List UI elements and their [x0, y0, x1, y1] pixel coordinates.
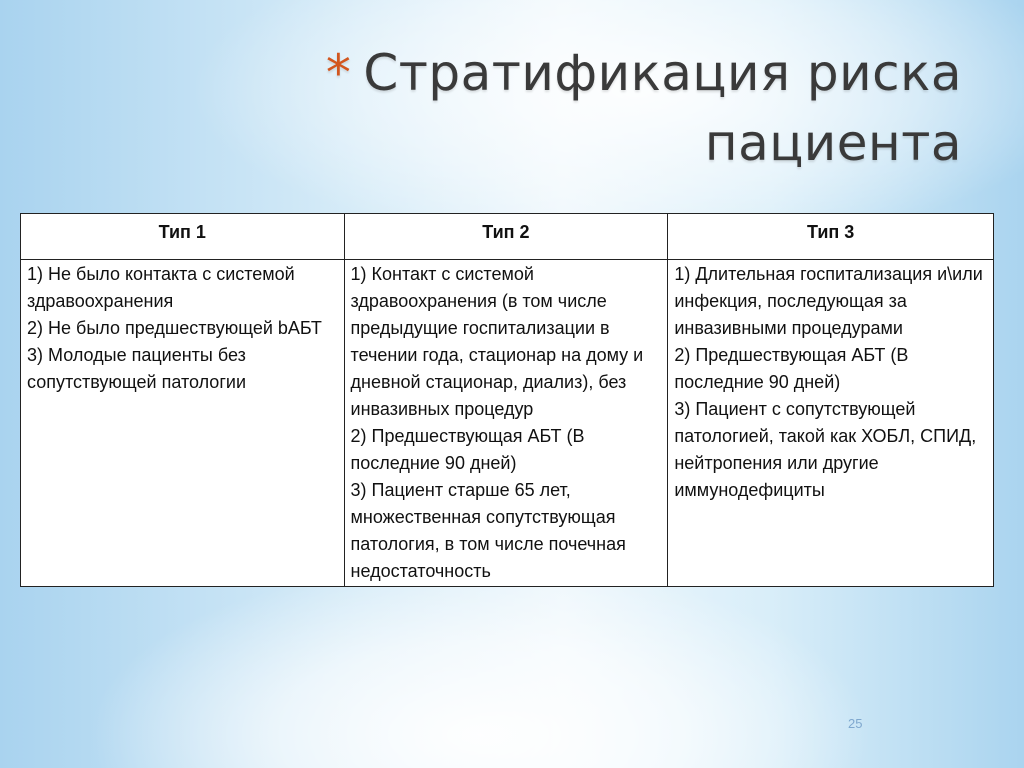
- type-1-item-1: 1) Не было контакта с системой здравоохранения: [27, 264, 295, 311]
- header-type-1: Тип 1: [21, 214, 345, 260]
- table-header-row: [21, 214, 994, 260]
- slide-title-line2: пациента: [704, 114, 962, 172]
- cell-type-2: [344, 260, 668, 587]
- type-1-item-3: 3) Молодые пациенты без сопутствующей патологии: [27, 345, 246, 392]
- slide-title-line1: Стратификация риска: [363, 44, 962, 102]
- risk-table: [20, 213, 994, 587]
- type-3-item-2: 2) Предшествующая АБТ (В последние 90 дней): [674, 345, 909, 392]
- type-3-item-3: 3) Пациент с сопутствующей патологией, такой как ХОБЛ, СПИД, нейтропения или другие иммунодефициты: [674, 399, 977, 500]
- type-3-item-1: 1) Длительная госпитализация и\или инфекция, последующая за инвазивными процедурами: [674, 264, 983, 338]
- cell-type-1: [21, 260, 345, 587]
- page-number: 25: [848, 716, 863, 731]
- type-2-item-2: 2) Предшествующая АБТ (В последние 90 дней): [350, 426, 585, 473]
- header-type-3: Тип 3: [668, 214, 994, 260]
- cell-type-3: [668, 260, 994, 587]
- slide-title: [242, 38, 962, 178]
- type-2-item-1: 1) Контакт с системой здравоохранения (в том числе предыдущие госпитализации в течении года, стационар на дому и дневной стационар, диализ), без инвазивных процедур: [350, 264, 644, 419]
- table-row: [21, 260, 994, 587]
- header-type-2: Тип 2: [344, 214, 668, 260]
- type-1-item-2: 2) Не было предшествующей bАБТ: [27, 318, 322, 338]
- type-2-item-3: 3) Пациент старше 65 лет, множественная сопутствующая патология, в том числе почечная недостаточность: [350, 480, 626, 581]
- asterisk-icon: *: [325, 44, 352, 102]
